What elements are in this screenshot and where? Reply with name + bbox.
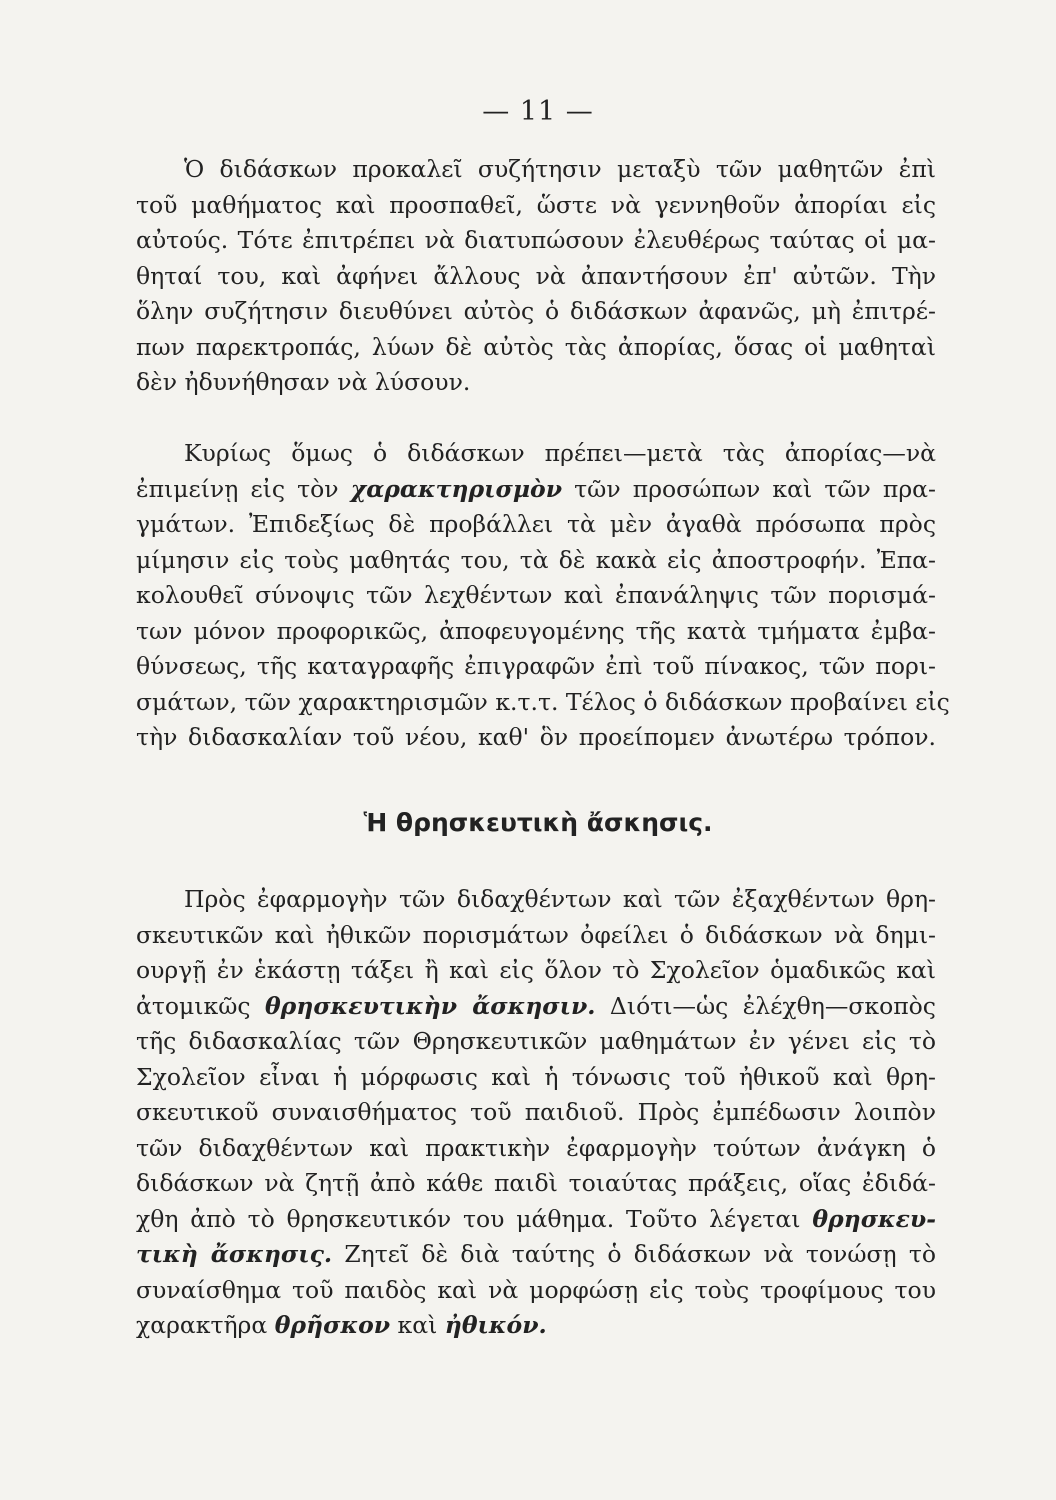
text-line: κολουθεῖ σύνοψις τῶν λεχθέντων καὶ ἐπανάληψις τῶν πορισμά- bbox=[136, 581, 936, 609]
text-line: σκευτικῶν καὶ ἠθικῶν πορισμάτων ὀφείλει ὁ διδάσκων νὰ δημι- bbox=[136, 920, 936, 949]
emphasis-pious: θρῆσκον bbox=[274, 1311, 391, 1339]
text-line bbox=[136, 1308, 936, 1344]
text-line: σμάτων, τῶν χαρακτηρισμῶν κ.τ.τ. Τέλος ὁ διδάσκων προβαίνει εἰς bbox=[136, 687, 950, 716]
text-segment: τῶν προσώπων καὶ τῶν πρα- bbox=[574, 474, 936, 503]
text-line: Ὁ διδάσκων προκαλεῖ συζήτησιν μεταξὺ τῶν μαθητῶν ἐπὶ bbox=[184, 155, 936, 183]
text-line bbox=[136, 989, 936, 1025]
text-line bbox=[136, 1237, 936, 1273]
emphasis-religious: θρησκευ- bbox=[812, 1204, 936, 1233]
section-heading: Ἡ θρησκευτικὴ ἄσκησις. bbox=[363, 808, 713, 837]
page-number: — 11 — bbox=[482, 96, 594, 127]
paragraph-2 bbox=[136, 436, 950, 756]
emphasis-characterization: χαρακτηρισμὸν bbox=[350, 474, 563, 503]
text-segment: χθη ἀπὸ τὸ θρησκευτικόν του μάθημα. Τοῦτο λέγεται bbox=[136, 1204, 801, 1233]
paragraph-3 bbox=[136, 882, 936, 1344]
emphasis-religious-exercise: θρησκευτικὴν ἄσκησιν. bbox=[264, 991, 596, 1020]
text-segment: ἐπιμείνῃ εἰς τὸν bbox=[136, 474, 339, 503]
text-line: Σχολεῖον εἶναι ἡ μόρφωσις καὶ ἡ τόνωσις τοῦ ἠθικοῦ καὶ θρη- bbox=[136, 1062, 936, 1091]
text-line: σκευτικοῦ συναισθήματος τοῦ παιδιοῦ. Πρὸς ἐμπέδωσιν λοιπὸν bbox=[136, 1098, 936, 1126]
text-line: αὐτούς. Τότε ἐπιτρέπει νὰ διατυπώσουν ἐλευθέρως ταύτας οἱ μα- bbox=[136, 226, 936, 254]
text-line: Πρὸς ἐφαρμογὴν τῶν διδαχθέντων καὶ τῶν ἐξαχθέντων θρη- bbox=[184, 885, 936, 913]
text-line bbox=[136, 472, 936, 508]
text-line: τῶν διδαχθέντων καὶ πρακτικὴν ἐφαρμογὴν τούτων ἀνάγκη ὁ bbox=[136, 1133, 936, 1162]
text-line: γμάτων. Ἐπιδεξίως δὲ προβάλλει τὰ μὲν ἀγαθὰ πρόσωπα πρὸς bbox=[136, 510, 936, 538]
text-line: ὅλην συζήτησιν διευθύνει αὐτὸς ὁ διδάσκων ἀφανῶς, μὴ ἐπιτρέ- bbox=[136, 297, 936, 325]
emphasis-moral: ἠθικόν. bbox=[444, 1311, 547, 1339]
text-line: μίμησιν εἰς τοὺς μαθητάς του, τὰ δὲ κακὰ εἰς ἀποστροφήν. Ἐπα- bbox=[136, 545, 936, 574]
emphasis-exercise: τικὴ ἄσκησις. bbox=[136, 1240, 333, 1268]
text-line: ουργῇ ἐν ἑκάστῃ τάξει ἢ καὶ εἰς ὅλον τὸ Σχολεῖον ὁμαδικῶς καὶ bbox=[136, 956, 936, 984]
paragraph-1 bbox=[136, 152, 936, 401]
text-line: των μόνον προφορικῶς, ἀποφευγομένης τῆς κατὰ τμήματα ἐμβα- bbox=[136, 616, 936, 645]
text-line: θύνσεως, τῆς καταγραφῆς ἐπιγραφῶν ἐπὶ τοῦ πίνακος, τῶν πορι- bbox=[136, 652, 936, 680]
text-segment: χαρακτῆρα bbox=[136, 1311, 268, 1339]
text-line: τῆς διδασκαλίας τῶν Θρησκευτικῶν μαθημάτων ἐν γένει εἰς τὸ bbox=[136, 1027, 936, 1055]
text-line: δὲν ἠδυνήθησαν νὰ λύσουν. bbox=[136, 368, 471, 396]
text-segment: Διότι—ὡς ἐλέχθη—σκοπὸς bbox=[609, 991, 936, 1020]
text-line bbox=[136, 1202, 936, 1238]
text-line: τὴν διδασκαλίαν τοῦ νέου, καθ' ὃν προείπομεν ἀνωτέρω τρόπον. bbox=[136, 723, 936, 751]
text-line: Κυρίως ὅμως ὁ διδάσκων πρέπει—μετὰ τὰς ἀπορίας—νὰ bbox=[184, 439, 936, 467]
text-line: συναίσθημα τοῦ παιδὸς καὶ νὰ μορφώσῃ εἰς τοὺς τροφίμους του bbox=[136, 1275, 936, 1304]
text-line: διδάσκων νὰ ζητῇ ἀπὸ κάθε παιδὶ τοιαύτας πράξεις, οἵας ἐδιδά- bbox=[136, 1169, 936, 1197]
text-line: πων παρεκτροπάς, λύων δὲ αὐτὸς τὰς ἀπορίας, ὅσας οἱ μαθηταὶ bbox=[136, 332, 936, 361]
text-segment: καὶ bbox=[397, 1311, 438, 1339]
text-line: θηταί του, καὶ ἀφήνει ἄλλους νὰ ἀπαντήσουν ἐπ' αὐτῶν. Τὴν bbox=[136, 261, 936, 290]
text-line: τοῦ μαθήματος καὶ προσπαθεῖ, ὥστε νὰ γεννηθοῦν ἀπορίαι εἰς bbox=[136, 190, 936, 219]
text-segment: ἀτομικῶς bbox=[136, 991, 251, 1020]
text-segment: Ζητεῖ δὲ διὰ ταύτης ὁ διδάσκων νὰ τονώσῃ τὸ bbox=[344, 1240, 936, 1268]
